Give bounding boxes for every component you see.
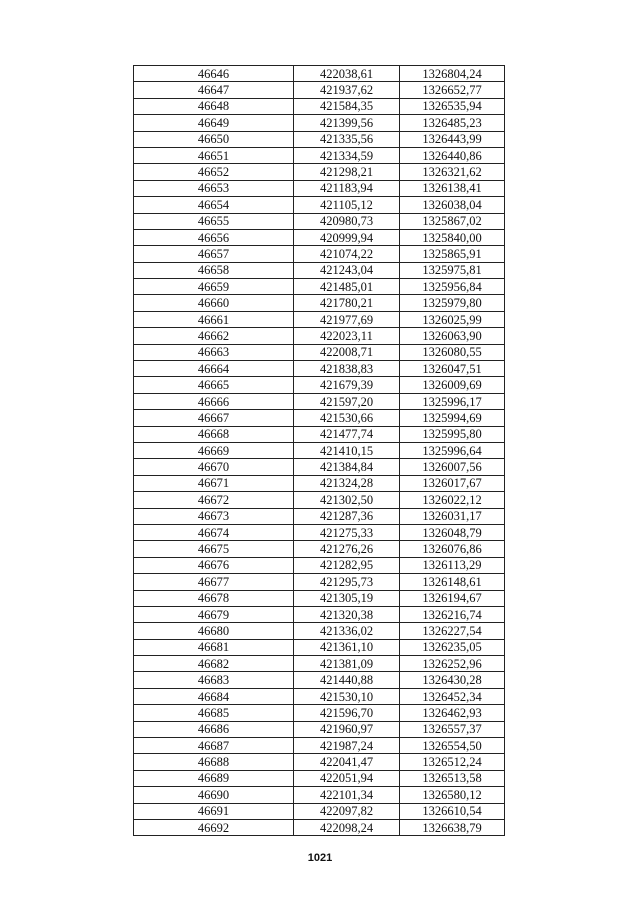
x-coordinate-cell: 421399,56 bbox=[294, 115, 400, 131]
table-row bbox=[134, 787, 505, 803]
y-coordinate-cell: 1326443,99 bbox=[400, 131, 505, 147]
table-row bbox=[134, 197, 505, 213]
table-row bbox=[134, 459, 505, 475]
point-number-cell: 46690 bbox=[134, 787, 294, 803]
y-coordinate-cell: 1326227,54 bbox=[400, 623, 505, 639]
y-coordinate-cell: 1326554,50 bbox=[400, 738, 505, 754]
table-row bbox=[134, 82, 505, 98]
table-row bbox=[134, 410, 505, 426]
x-coordinate-cell: 421838,83 bbox=[294, 361, 400, 377]
y-coordinate-cell: 1326430,28 bbox=[400, 672, 505, 688]
table-row bbox=[134, 393, 505, 409]
y-coordinate-cell: 1326194,67 bbox=[400, 590, 505, 606]
y-coordinate-cell: 1326804,24 bbox=[400, 66, 505, 82]
point-number-cell: 46692 bbox=[134, 819, 294, 835]
point-number-cell: 46672 bbox=[134, 492, 294, 508]
y-coordinate-cell: 1325995,80 bbox=[400, 426, 505, 442]
y-coordinate-cell: 1326025,99 bbox=[400, 311, 505, 327]
table-row bbox=[134, 606, 505, 622]
x-coordinate-cell: 421485,01 bbox=[294, 279, 400, 295]
y-coordinate-cell: 1326512,24 bbox=[400, 754, 505, 770]
x-coordinate-cell: 421320,38 bbox=[294, 606, 400, 622]
point-number-cell: 46654 bbox=[134, 197, 294, 213]
y-coordinate-cell: 1326047,51 bbox=[400, 361, 505, 377]
table-row bbox=[134, 66, 505, 82]
table-row bbox=[134, 557, 505, 573]
y-coordinate-cell: 1326048,79 bbox=[400, 524, 505, 540]
table-row bbox=[134, 279, 505, 295]
y-coordinate-cell: 1326038,04 bbox=[400, 197, 505, 213]
point-number-cell: 46670 bbox=[134, 459, 294, 475]
x-coordinate-cell: 421780,21 bbox=[294, 295, 400, 311]
x-coordinate-cell: 421384,84 bbox=[294, 459, 400, 475]
y-coordinate-cell: 1326535,94 bbox=[400, 98, 505, 114]
y-coordinate-cell: 1325867,02 bbox=[400, 213, 505, 229]
point-number-cell: 46675 bbox=[134, 541, 294, 557]
point-number-cell: 46674 bbox=[134, 524, 294, 540]
coordinate-table-body bbox=[134, 66, 505, 836]
y-coordinate-cell: 1326452,34 bbox=[400, 688, 505, 704]
y-coordinate-cell: 1326462,93 bbox=[400, 705, 505, 721]
point-number-cell: 46646 bbox=[134, 66, 294, 82]
x-coordinate-cell: 421243,04 bbox=[294, 262, 400, 278]
x-coordinate-cell: 420980,73 bbox=[294, 213, 400, 229]
y-coordinate-cell: 1325865,91 bbox=[400, 246, 505, 262]
x-coordinate-cell: 421530,10 bbox=[294, 688, 400, 704]
x-coordinate-cell: 422023,11 bbox=[294, 328, 400, 344]
x-coordinate-cell: 421336,02 bbox=[294, 623, 400, 639]
x-coordinate-cell: 422097,82 bbox=[294, 803, 400, 819]
y-coordinate-cell: 1326080,55 bbox=[400, 344, 505, 360]
table-row bbox=[134, 180, 505, 196]
point-number-cell: 46678 bbox=[134, 590, 294, 606]
table-row bbox=[134, 344, 505, 360]
point-number-cell: 46660 bbox=[134, 295, 294, 311]
point-number-cell: 46680 bbox=[134, 623, 294, 639]
point-number-cell: 46682 bbox=[134, 656, 294, 672]
x-coordinate-cell: 422038,61 bbox=[294, 66, 400, 82]
page-number: 1021 bbox=[307, 852, 333, 864]
x-coordinate-cell: 420999,94 bbox=[294, 229, 400, 245]
x-coordinate-cell: 421334,59 bbox=[294, 147, 400, 163]
table-row bbox=[134, 656, 505, 672]
x-coordinate-cell: 421937,62 bbox=[294, 82, 400, 98]
y-coordinate-cell: 1325956,84 bbox=[400, 279, 505, 295]
table-row bbox=[134, 442, 505, 458]
x-coordinate-cell: 421530,66 bbox=[294, 410, 400, 426]
point-number-cell: 46679 bbox=[134, 606, 294, 622]
x-coordinate-cell: 421477,74 bbox=[294, 426, 400, 442]
x-coordinate-cell: 421074,22 bbox=[294, 246, 400, 262]
point-number-cell: 46684 bbox=[134, 688, 294, 704]
table-row bbox=[134, 475, 505, 491]
y-coordinate-cell: 1326638,79 bbox=[400, 819, 505, 835]
point-number-cell: 46658 bbox=[134, 262, 294, 278]
table-row bbox=[134, 295, 505, 311]
point-number-cell: 46656 bbox=[134, 229, 294, 245]
point-number-cell: 46661 bbox=[134, 311, 294, 327]
x-coordinate-cell: 421584,35 bbox=[294, 98, 400, 114]
x-coordinate-cell: 421276,26 bbox=[294, 541, 400, 557]
x-coordinate-cell: 421183,94 bbox=[294, 180, 400, 196]
x-coordinate-cell: 421105,12 bbox=[294, 197, 400, 213]
x-coordinate-cell: 422041,47 bbox=[294, 754, 400, 770]
table-row bbox=[134, 770, 505, 786]
point-number-cell: 46669 bbox=[134, 442, 294, 458]
coordinate-table bbox=[133, 65, 505, 836]
point-number-cell: 46648 bbox=[134, 98, 294, 114]
point-number-cell: 46659 bbox=[134, 279, 294, 295]
table-row bbox=[134, 672, 505, 688]
table-row bbox=[134, 705, 505, 721]
table-row bbox=[134, 328, 505, 344]
y-coordinate-cell: 1326216,74 bbox=[400, 606, 505, 622]
table-row bbox=[134, 115, 505, 131]
y-coordinate-cell: 1326652,77 bbox=[400, 82, 505, 98]
y-coordinate-cell: 1326440,86 bbox=[400, 147, 505, 163]
point-number-cell: 46681 bbox=[134, 639, 294, 655]
table-row bbox=[134, 623, 505, 639]
x-coordinate-cell: 421305,19 bbox=[294, 590, 400, 606]
y-coordinate-cell: 1326022,12 bbox=[400, 492, 505, 508]
x-coordinate-cell: 421295,73 bbox=[294, 574, 400, 590]
point-number-cell: 46688 bbox=[134, 754, 294, 770]
x-coordinate-cell: 421282,95 bbox=[294, 557, 400, 573]
x-coordinate-cell: 421324,28 bbox=[294, 475, 400, 491]
y-coordinate-cell: 1326235,05 bbox=[400, 639, 505, 655]
x-coordinate-cell: 421596,70 bbox=[294, 705, 400, 721]
point-number-cell: 46686 bbox=[134, 721, 294, 737]
y-coordinate-cell: 1326252,96 bbox=[400, 656, 505, 672]
y-coordinate-cell: 1326138,41 bbox=[400, 180, 505, 196]
x-coordinate-cell: 421410,15 bbox=[294, 442, 400, 458]
x-coordinate-cell: 422008,71 bbox=[294, 344, 400, 360]
y-coordinate-cell: 1326557,37 bbox=[400, 721, 505, 737]
point-number-cell: 46691 bbox=[134, 803, 294, 819]
point-number-cell: 46657 bbox=[134, 246, 294, 262]
y-coordinate-cell: 1326063,90 bbox=[400, 328, 505, 344]
table-row bbox=[134, 639, 505, 655]
x-coordinate-cell: 421960,97 bbox=[294, 721, 400, 737]
y-coordinate-cell: 1326610,54 bbox=[400, 803, 505, 819]
table-row bbox=[134, 688, 505, 704]
point-number-cell: 46667 bbox=[134, 410, 294, 426]
x-coordinate-cell: 422051,94 bbox=[294, 770, 400, 786]
y-coordinate-cell: 1326485,23 bbox=[400, 115, 505, 131]
point-number-cell: 46676 bbox=[134, 557, 294, 573]
x-coordinate-cell: 421440,88 bbox=[294, 672, 400, 688]
point-number-cell: 46655 bbox=[134, 213, 294, 229]
point-number-cell: 46647 bbox=[134, 82, 294, 98]
y-coordinate-cell: 1326076,86 bbox=[400, 541, 505, 557]
point-number-cell: 46662 bbox=[134, 328, 294, 344]
table-row bbox=[134, 377, 505, 393]
point-number-cell: 46668 bbox=[134, 426, 294, 442]
point-number-cell: 46653 bbox=[134, 180, 294, 196]
x-coordinate-cell: 421381,09 bbox=[294, 656, 400, 672]
x-coordinate-cell: 421287,36 bbox=[294, 508, 400, 524]
y-coordinate-cell: 1326513,58 bbox=[400, 770, 505, 786]
y-coordinate-cell: 1326113,29 bbox=[400, 557, 505, 573]
table-row bbox=[134, 98, 505, 114]
table-row bbox=[134, 541, 505, 557]
point-number-cell: 46666 bbox=[134, 393, 294, 409]
y-coordinate-cell: 1326009,69 bbox=[400, 377, 505, 393]
y-coordinate-cell: 1325996,17 bbox=[400, 393, 505, 409]
table-row bbox=[134, 147, 505, 163]
point-number-cell: 46685 bbox=[134, 705, 294, 721]
table-row bbox=[134, 508, 505, 524]
point-number-cell: 46651 bbox=[134, 147, 294, 163]
x-coordinate-cell: 421977,69 bbox=[294, 311, 400, 327]
table-row bbox=[134, 426, 505, 442]
y-coordinate-cell: 1325975,81 bbox=[400, 262, 505, 278]
x-coordinate-cell: 421275,33 bbox=[294, 524, 400, 540]
y-coordinate-cell: 1325979,80 bbox=[400, 295, 505, 311]
x-coordinate-cell: 421361,10 bbox=[294, 639, 400, 655]
table-row bbox=[134, 131, 505, 147]
table-row bbox=[134, 754, 505, 770]
point-number-cell: 46664 bbox=[134, 361, 294, 377]
point-number-cell: 46673 bbox=[134, 508, 294, 524]
point-number-cell: 46677 bbox=[134, 574, 294, 590]
x-coordinate-cell: 422098,24 bbox=[294, 819, 400, 835]
point-number-cell: 46689 bbox=[134, 770, 294, 786]
y-coordinate-cell: 1325996,64 bbox=[400, 442, 505, 458]
y-coordinate-cell: 1326148,61 bbox=[400, 574, 505, 590]
table-row bbox=[134, 738, 505, 754]
point-number-cell: 46665 bbox=[134, 377, 294, 393]
y-coordinate-cell: 1326017,67 bbox=[400, 475, 505, 491]
table-row bbox=[134, 819, 505, 835]
point-number-cell: 46663 bbox=[134, 344, 294, 360]
table-row bbox=[134, 164, 505, 180]
table-row bbox=[134, 721, 505, 737]
y-coordinate-cell: 1325994,69 bbox=[400, 410, 505, 426]
y-coordinate-cell: 1325840,00 bbox=[400, 229, 505, 245]
y-coordinate-cell: 1326321,62 bbox=[400, 164, 505, 180]
table-row bbox=[134, 213, 505, 229]
y-coordinate-cell: 1326580,12 bbox=[400, 787, 505, 803]
table-row bbox=[134, 524, 505, 540]
point-number-cell: 46650 bbox=[134, 131, 294, 147]
x-coordinate-cell: 421987,24 bbox=[294, 738, 400, 754]
y-coordinate-cell: 1326031,17 bbox=[400, 508, 505, 524]
point-number-cell: 46652 bbox=[134, 164, 294, 180]
x-coordinate-cell: 422101,34 bbox=[294, 787, 400, 803]
table-row bbox=[134, 246, 505, 262]
table-row bbox=[134, 803, 505, 819]
table-row bbox=[134, 361, 505, 377]
table-row bbox=[134, 311, 505, 327]
point-number-cell: 46687 bbox=[134, 738, 294, 754]
x-coordinate-cell: 421679,39 bbox=[294, 377, 400, 393]
table-row bbox=[134, 262, 505, 278]
point-number-cell: 46671 bbox=[134, 475, 294, 491]
x-coordinate-cell: 421335,56 bbox=[294, 131, 400, 147]
point-number-cell: 46683 bbox=[134, 672, 294, 688]
x-coordinate-cell: 421597,20 bbox=[294, 393, 400, 409]
x-coordinate-cell: 421302,50 bbox=[294, 492, 400, 508]
table-row bbox=[134, 574, 505, 590]
point-number-cell: 46649 bbox=[134, 115, 294, 131]
x-coordinate-cell: 421298,21 bbox=[294, 164, 400, 180]
table-row bbox=[134, 590, 505, 606]
table-row bbox=[134, 492, 505, 508]
table-row bbox=[134, 229, 505, 245]
y-coordinate-cell: 1326007,56 bbox=[400, 459, 505, 475]
